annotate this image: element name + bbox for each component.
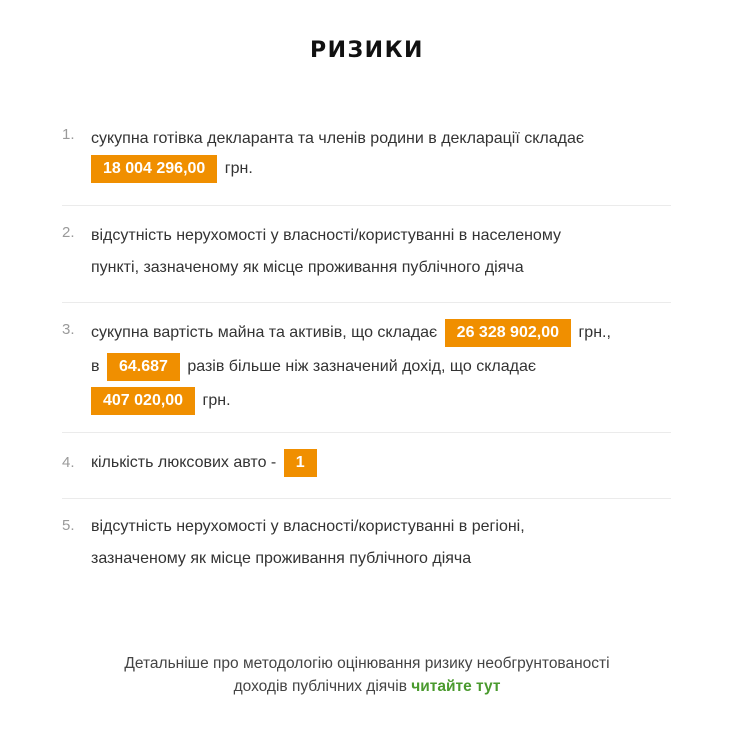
currency-label: грн.	[224, 160, 253, 177]
income-amount-badge: 407 020,00	[91, 387, 195, 415]
footer-text-line: доходів публічних діячів	[233, 678, 407, 695]
risk-list	[62, 110, 671, 589]
item-text: сукупна готівка декларанта та членів родини в декларації складає	[91, 130, 585, 147]
item-text: разів більше ніж зазначений дохід, що складає	[187, 358, 537, 375]
item-number: 4.	[62, 454, 75, 471]
list-item	[62, 110, 671, 206]
assets-amount-badge: 26 328 902,00	[445, 319, 571, 347]
cash-amount-badge: 18 004 296,00	[91, 155, 217, 183]
item-text-line: пункті, зазначеному як місце проживання публічного діяча	[91, 259, 524, 276]
currency-label: грн.	[202, 392, 231, 409]
currency-label: грн.,	[578, 324, 611, 341]
methodology-note	[0, 652, 734, 698]
item-text-line: відсутність нерухомості у власності/користуванні в регіоні,	[91, 518, 525, 535]
list-item	[62, 433, 671, 499]
item-number: 1.	[62, 126, 75, 143]
item-text-line: зазначеному як місце проживання публічного діяча	[91, 550, 472, 567]
list-item	[62, 303, 671, 433]
page-title: РИЗИКИ	[310, 38, 424, 63]
item-number: 3.	[62, 321, 75, 338]
item-text: кількість люксових авто -	[91, 454, 277, 471]
list-item	[62, 499, 671, 589]
item-text: сукупна вартість майна та активів, що складає	[91, 324, 438, 341]
list-item	[62, 206, 671, 303]
footer-text-line: Детальніше про методологію оцінювання ризику необгрунтованості	[124, 655, 610, 672]
luxury-cars-count-badge: 1	[284, 449, 317, 477]
item-text: в	[91, 358, 100, 375]
item-text-line: відсутність нерухомості у власності/користуванні в населеному	[91, 227, 561, 244]
item-number: 5.	[62, 517, 75, 534]
item-number: 2.	[62, 224, 75, 241]
ratio-badge: 64.687	[107, 353, 180, 381]
read-more-link[interactable]: читайте тут	[411, 678, 501, 695]
